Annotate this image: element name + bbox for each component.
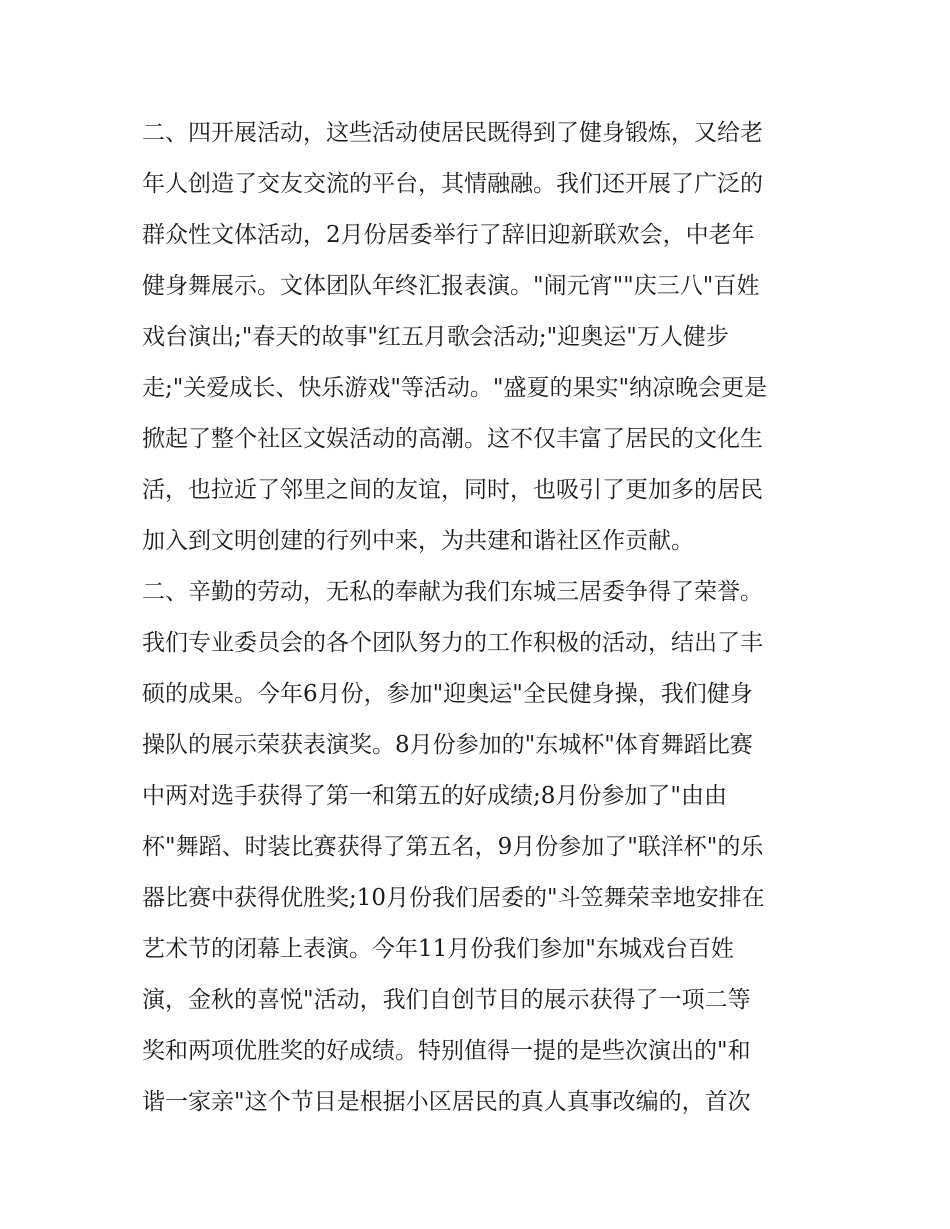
text-line-8: 活，也拉近了邻里之间的友谊，同时，也吸引了更加多的居民 bbox=[142, 477, 763, 503]
text-line-14: 中两对选手获得了第一和第五的好成绩;8月份参加了"由由 bbox=[142, 783, 727, 809]
text-line-15: 杯"舞蹈、时装比赛获得了第五名，9月份参加了"联洋杯"的乐 bbox=[142, 834, 764, 860]
text-line-3: 群众性文体活动，2月份居委举行了辞旧迎新联欢会，中老年 bbox=[142, 222, 755, 248]
text-line-1: 二、四开展活动，这些活动使居民既得到了健身锻炼，又给老 bbox=[142, 120, 763, 146]
text-line-13: 操队的展示荣获表演奖。8月份参加的"东城杯"体育舞蹈比赛 bbox=[142, 732, 753, 758]
document-body bbox=[142, 108, 814, 1128]
text-line-9: 加入到文明创建的行列中来，为共建和谐社区作贡献。 bbox=[142, 528, 694, 554]
text-line-18: 演，金秋的喜悦"活动，我们自创节目的展示获得了一项二等 bbox=[142, 987, 751, 1013]
text-line-11: 我们专业委员会的各个团队努力的工作积极的活动，结出了丰 bbox=[142, 630, 763, 656]
text-line-5: 戏台演出;"春天的故事"红五月歌会活动;"迎奥运"万人健步 bbox=[142, 324, 729, 350]
text-line-12: 硕的成果。今年6月份，参加"迎奥运"全民健身操，我们健身 bbox=[142, 681, 753, 707]
text-line-6: 走;"关爱成长、快乐游戏"等活动。"盛夏的果实"纳凉晚会更是 bbox=[142, 375, 768, 401]
text-line-7: 掀起了整个社区文娱活动的高潮。这不仅丰富了居民的文化生 bbox=[142, 426, 763, 452]
text-line-20: 谐一家亲"这个节目是根据小区居民的真人真事改编的，首次 bbox=[142, 1089, 751, 1115]
text-line-2: 年人创造了交友交流的平台，其情融融。我们还开展了广泛的 bbox=[142, 171, 763, 197]
text-line-4: 健身舞展示。文体团队年终汇报表演。"闹元宵""庆三八"百姓 bbox=[142, 273, 760, 299]
text-line-10: 二、辛勤的劳动，无私的奉献为我们东城三居委争得了荣誉。 bbox=[142, 579, 763, 605]
text-line-19: 奖和两项优胜奖的好成绩。特别值得一提的是些次演出的"和 bbox=[142, 1038, 751, 1064]
text-line-17: 艺术节的闭幕上表演。今年11月份我们参加"东城戏台百姓 bbox=[142, 936, 734, 962]
text-line-16: 器比赛中获得优胜奖;10月份我们居委的"斗笠舞荣幸地安排在 bbox=[142, 885, 765, 911]
